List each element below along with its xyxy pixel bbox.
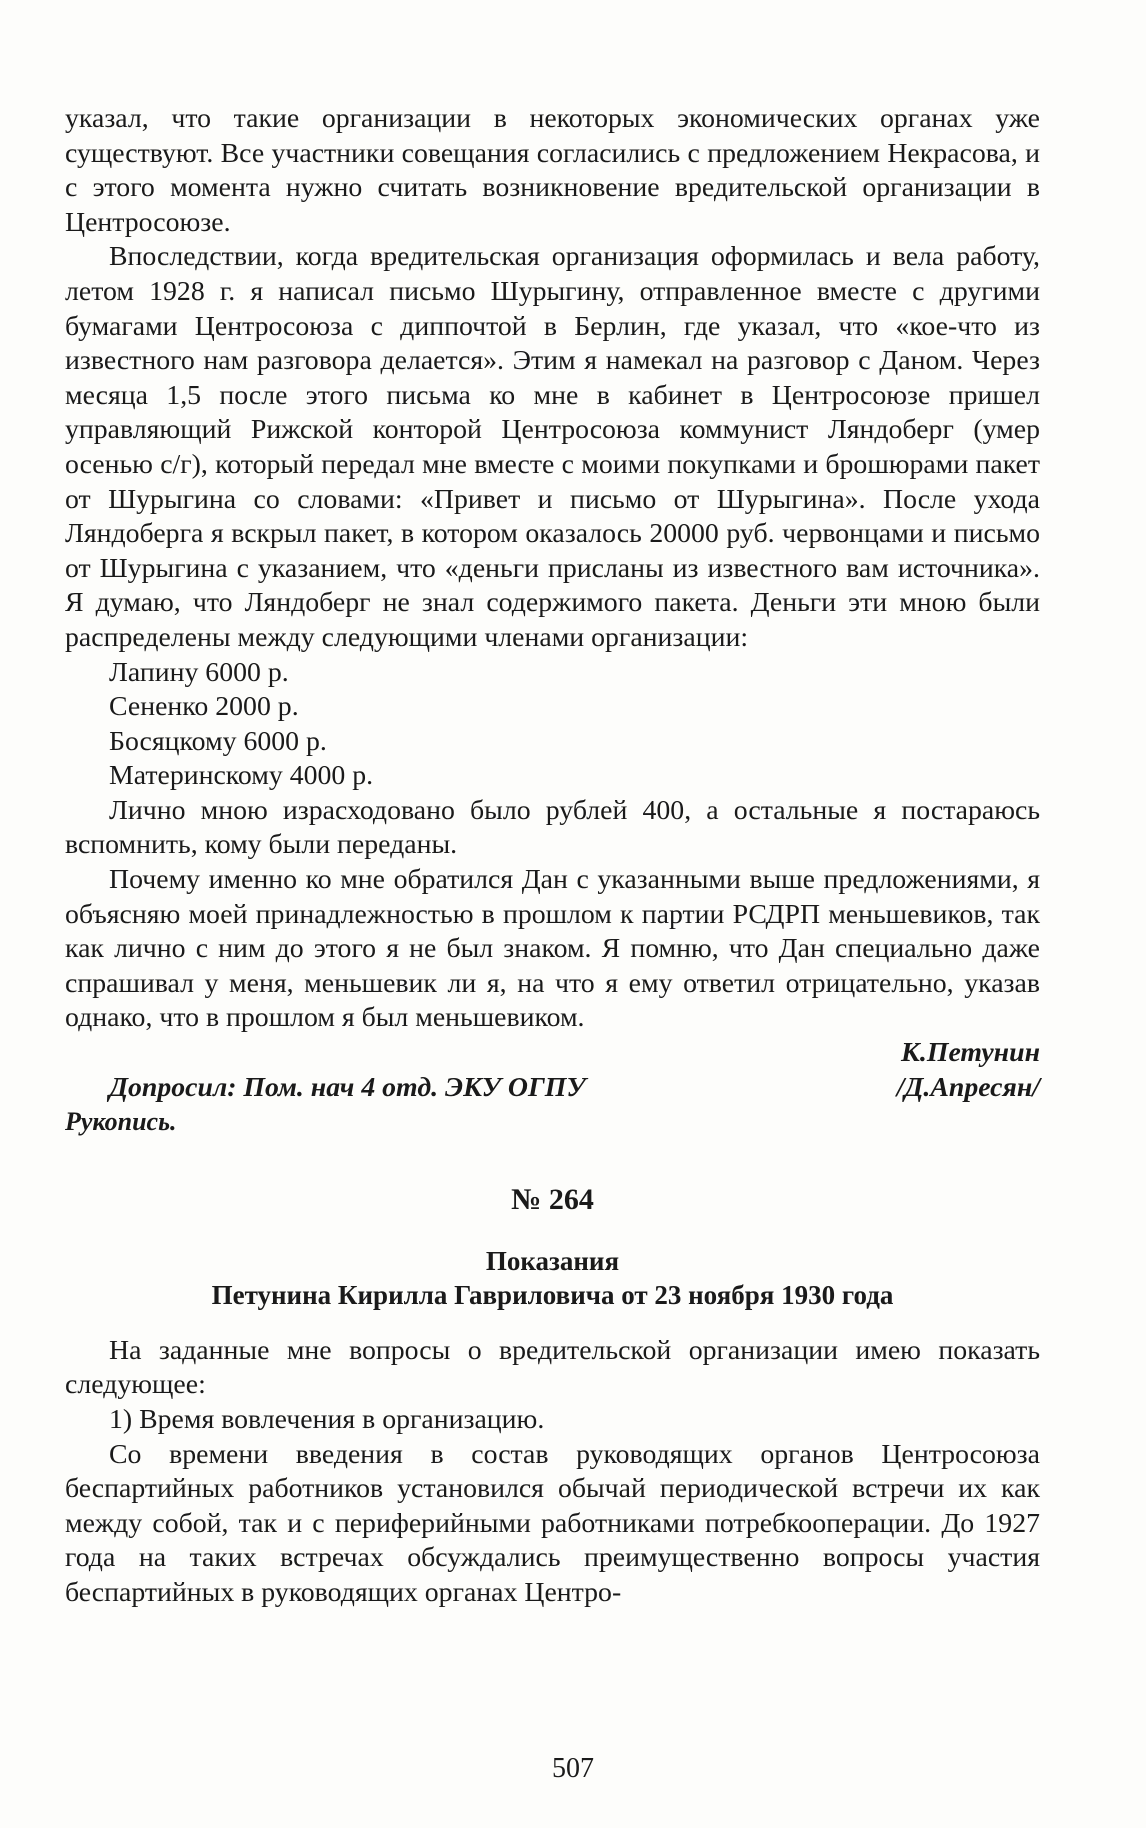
distribution-item: Лапину 6000 р. — [109, 656, 289, 688]
distribution-item: Материнскому 4000 р. — [109, 760, 374, 792]
paragraph-letter-to-shurygin: Впоследствии, когда вредительская организация оформилась и вела работу, летом 1928 г. я написал письмо Шурыгину, отправленное вместе с другими бумагами Центросоюза с диппочтой в Берлин, где указал, что «кое-что из известного нам разговора делается». Этим я намекал на разговор с Даном. Через месяца 1,5 после этого письма ко мне в кабинет в Центросоюзе пришел управляющий Рижской конторой Центросоюза коммунист Ляндоберг (умер осенью с/г), который передал мне вместе с моими покупками и брошюрами пакет от Шурыгина со словами: «Привет и письмо от Шурыгина». После ухода Ляндоберга я вскрыл пакет, в котором оказалось 20000 руб. червонцами и письмо от Шурыгина с указанием, что «деньги присланы из известного вам источника». Я думаю, что Ляндоберг не знал содержимого пакета. Деньги эти мною были распределены между следующими членами организации: — [65, 241, 1040, 653]
distribution-item: Босяцкому 6000 р. — [109, 725, 327, 757]
paragraph-personal-spending: Лично мною израсходовано было рублей 400, а остальные я постараюсь вспомнить, кому были переданы. — [65, 794, 1040, 861]
paragraph-intro-questions: На заданные мне вопросы о вредительской организации имею показать следующее: — [65, 1334, 1040, 1401]
page-text — [65, 102, 1040, 1611]
distribution-item: Сененко 2000 р. — [109, 691, 299, 723]
paragraph-why-dan: Почему именно ко мне обратился Дан с указанными выше предложениями, я объясняю моей принадлежностью в прошлом к партии РСДРП меньшевиков, так как лично с ним до этого я не был знаком. Я помню, что Дан специально даже спрашивал у меня, меньшевик ли я, на что я ему ответил отрицательно, указав однако, что в прошлом я был меньшевиком. — [65, 864, 1040, 1034]
document-title: Показания — [485, 1245, 620, 1276]
signature-petunin: К.Петунин — [901, 1037, 1040, 1069]
interrogator-label: Допросил: Пом. нач 4 отд. ЭКУ ОГПУ — [109, 1071, 586, 1103]
document-number: № 264 — [511, 1182, 594, 1216]
spacer — [65, 1312, 1040, 1334]
page-number: 507 — [552, 1753, 594, 1784]
paragraph-continuation: указал, что такие организации в некоторых экономических органах уже существуют. Все участники совещания согласились с предложением Некрасова, и с этого момента нужно считать возникновение вредительской организации в Центросоюзе. — [65, 103, 1040, 238]
interrogator-name: /Д.Апресян/ — [896, 1071, 1040, 1103]
interrogator-row — [65, 1071, 1040, 1106]
source-note: Рукопись. — [65, 1107, 177, 1137]
paragraph-meetings: Со времени введения в состав руководящих органов Центросоюза беспартийных работников установился обычай периодической встречи их как между собой, так и с периферийными работниками потребкооперации. До 1927 года на таких встречах обсуждались преимущественно вопросы участия беспартийных в руководящих органах Центро- — [65, 1438, 1040, 1608]
document-subtitle: Петунина Кирилла Гавриловича от 23 ноября 1930 года — [211, 1279, 894, 1310]
question-heading: 1) Время вовлечения в организацию. — [109, 1404, 545, 1435]
